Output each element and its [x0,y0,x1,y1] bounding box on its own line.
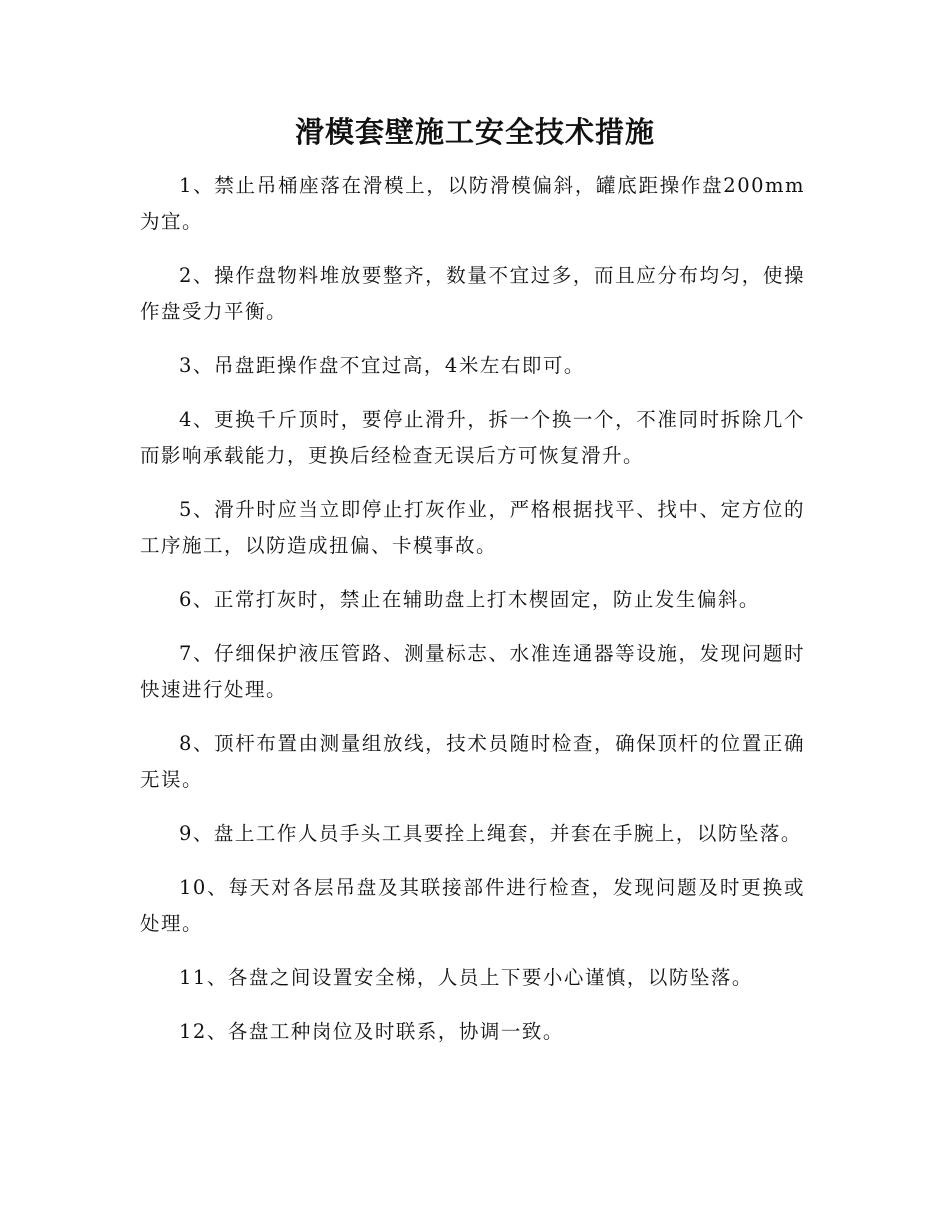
paragraph-item-12: 12、各盘工种岗位及时联系，协调一致。 [179,1020,564,1043]
document-body [140,168,805,1068]
paragraph-item-10: 10、每天对各层吊盘及其联接部件进行检查，发现问题及时更换或处理。 [140,876,805,935]
document-title: 滑模套壁施工安全技术措施 [294,115,655,149]
paragraph-item-7: 7、仔细保护液压管路、测量标志、水准连通器等设施，发现问题时快速进行处理。 [140,642,805,701]
paragraph-item-8: 8、顶杆布置由测量组放线，技术员随时检查，确保顶杆的位置正确无误。 [140,732,805,791]
paragraph-item-6: 6、正常打灰时，禁止在辅助盘上打木楔固定，防止发生偏斜。 [179,588,760,611]
paragraph-item-1: 1、禁止吊桶座落在滑模上，以防滑模偏斜，罐底距操作盘200mm为宜。 [140,174,805,233]
paragraph-item-4: 4、更换千斤顶时，要停止滑升，拆一个换一个，不准同时拆除几个而影响承载能力，更换后经检查无误后方可恢复滑升。 [140,408,805,467]
paragraph-item-2: 2、操作盘物料堆放要整齐，数量不宜过多，而且应分布均匀，使操作盘受力平衡。 [140,264,805,323]
paragraph-item-11: 11、各盘之间设置安全梯，人员上下要小心谨慎，以防坠落。 [179,966,753,989]
paragraph-item-9: 9、盘上工作人员手头工具要拴上绳套，并套在手腕上，以防坠落。 [179,822,802,845]
paragraph-item-5: 5、滑升时应当立即停止打灰作业，严格根据找平、找中、定方位的工序施工，以防造成扭偏、卡模事故。 [140,498,805,557]
paragraph-item-3: 3、吊盘距操作盘不宜过高，4米左右即可。 [179,354,585,377]
